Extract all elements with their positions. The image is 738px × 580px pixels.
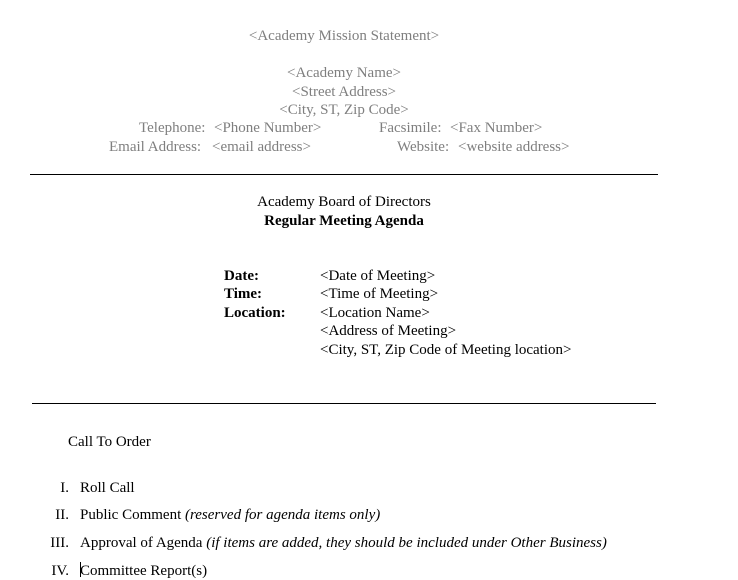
email-value: <email address>	[212, 139, 311, 155]
telephone-value: <Phone Number>	[214, 120, 322, 136]
website-label: Website:	[397, 139, 450, 155]
agenda-item-note: (if items are added, they should be included under Other Business)	[206, 535, 607, 551]
email-label: Email Address:	[109, 139, 202, 155]
fax-value: <Fax Number>	[450, 120, 543, 136]
board-title: Academy Board of Directors	[257, 194, 431, 210]
agenda-item-text: Approval of Agenda	[80, 535, 203, 551]
agenda-item-number: IV.	[51, 563, 69, 579]
telephone-label: Telephone:	[139, 120, 206, 136]
agenda-item-number: III.	[50, 535, 69, 551]
agenda-title: Regular Meeting Agenda	[264, 213, 424, 229]
location-label: Location:	[224, 305, 286, 321]
agenda-item-text[interactable]: Committee Report(s)	[80, 563, 208, 579]
academy-name: <Academy Name>	[287, 65, 401, 81]
location-name: <Location Name>	[320, 305, 430, 321]
date-value: <Date of Meeting>	[320, 268, 436, 284]
date-label: Date:	[224, 268, 259, 284]
location-city: <City, ST, Zip Code of Meeting location>	[320, 342, 572, 358]
mission-statement: <Academy Mission Statement>	[248, 28, 440, 44]
agenda-item-number: I.	[60, 480, 69, 496]
agenda-item-public-comment	[80, 506, 380, 524]
agenda-item-committee-reports[interactable]	[80, 562, 207, 580]
header-divider	[30, 174, 658, 175]
time-label: Time:	[224, 286, 263, 302]
agenda-item-roll-call	[80, 479, 135, 497]
call-to-order: Call To Order	[68, 434, 151, 450]
details-divider	[32, 403, 656, 404]
location-address: <Address of Meeting>	[320, 323, 457, 339]
agenda-item-text: Public Comment	[80, 507, 182, 523]
city-state-zip: <City, ST, Zip Code>	[279, 102, 409, 118]
agenda-item-note: (reserved for agenda items only)	[185, 507, 381, 523]
website-value: <website address>	[458, 139, 570, 155]
agenda-item-approval	[80, 534, 607, 552]
fax-label: Facsimile:	[379, 120, 442, 136]
agenda-item-number: II.	[55, 507, 69, 523]
street-address: <Street Address>	[292, 84, 396, 100]
agenda-item-text: Roll Call	[80, 480, 135, 496]
time-value: <Time of Meeting>	[320, 286, 439, 302]
